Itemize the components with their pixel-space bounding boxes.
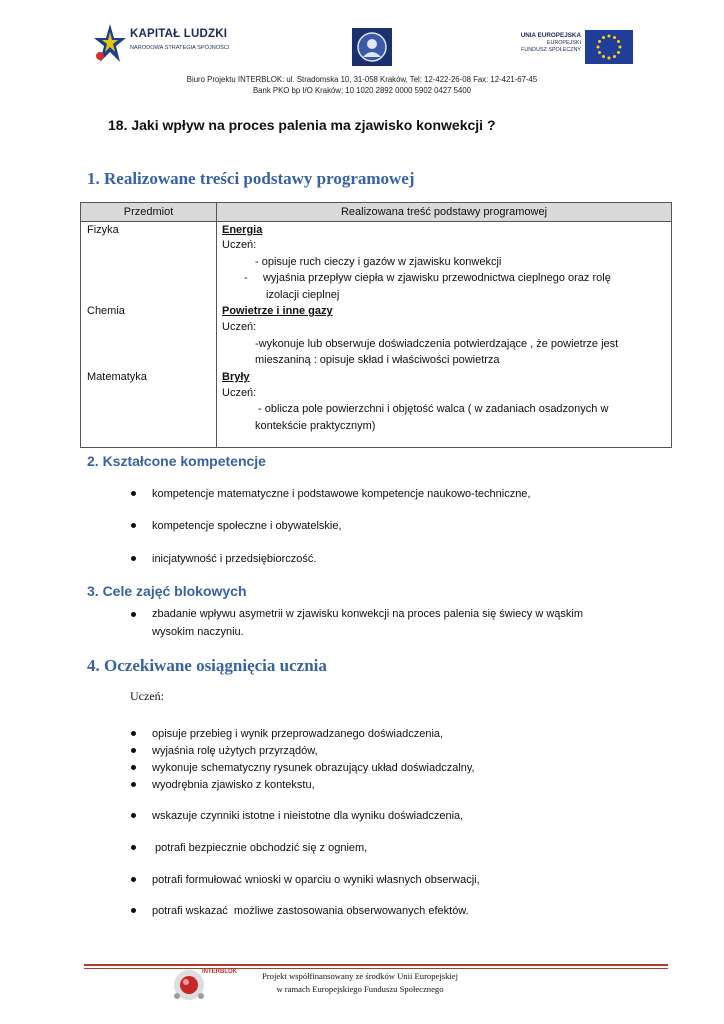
seal-logo <box>350 28 394 66</box>
bullet-icon <box>131 556 136 561</box>
table-cell-line: - oblicza pole powierzchni i objętość walca ( w zadaniach osadzonych w <box>255 403 609 415</box>
eu-line-2: EUROPEJSKI <box>546 39 581 46</box>
table-cell-line: - wyjaśnia przepływ ciepła w zjawisku przewodnictwa cieplnego oraz rolę <box>244 272 611 284</box>
table-cell-line: mieszaniną : opisuje skład i właściwości powietrza <box>255 354 500 366</box>
list-item: potrafi bezpiecznie obchodzić się z ogniem, <box>152 842 368 854</box>
list-item-continuation: wysokim naczyniu. <box>152 626 244 638</box>
footer-line-1: Projekt współfinansowany ze środków Unii Europejskiej <box>262 971 458 981</box>
footer-text <box>262 970 458 996</box>
bullet-icon <box>131 748 136 753</box>
list-item: potrafi formułować wnioski w oparciu o wyniki własnych obserwacji, <box>152 874 480 886</box>
list-item: zbadanie wpływu asymetrii w zjawisku konwekcji na proces palenia się świecy w wąskim <box>152 608 583 620</box>
bullet-icon <box>131 845 136 850</box>
list-item: kompetencje matematyczne i podstawowe kompetencje naukowo-techniczne, <box>152 488 531 500</box>
eu-text <box>521 32 581 55</box>
list-item: potrafi wskazać możliwe zastosowania obserwowanych efektów. <box>152 905 469 917</box>
section-3-heading: 3. Cele zajęć blokowych <box>87 583 247 599</box>
table-cell-line: kontekście praktycznym) <box>255 420 376 432</box>
kapital-ludzki-star-icon <box>92 22 128 68</box>
eu-logo <box>498 30 633 66</box>
footer-divider <box>84 964 668 966</box>
kapital-ludzki-title: KAPITAŁ LUDZKI <box>130 28 228 40</box>
bullet-icon <box>131 908 136 913</box>
bullet-icon <box>131 877 136 882</box>
interblok-logo <box>172 968 242 1002</box>
bullet-icon <box>131 491 136 496</box>
list-item: inicjatywność i przedsiębiorczość. <box>152 553 317 565</box>
table-cell-topic: Powietrze i inne gazy <box>222 305 333 317</box>
footer-line-2: w ramach Europejskiego Funduszu Społecznego <box>276 984 444 994</box>
bullet-icon <box>131 523 136 528</box>
table-header-subject: Przedmiot <box>123 206 174 218</box>
list-item: kompetencje społeczne i obywatelskie, <box>152 520 342 532</box>
bullet-icon <box>131 813 136 818</box>
question-title: 18. Jaki wpływ na proces palenia ma zjawisko konwekcji ? <box>108 117 496 133</box>
address-line-1: Biuro Projektu INTERBLOK: ul. Stradomska 10, 31-058 Kraków, Tel: 12-422-26-08 Fax: 12-421-67-45 <box>186 75 538 84</box>
bullet-icon <box>131 782 136 787</box>
list-item: opisuje przebieg i wynik przeprowadzanego doświadczenia, <box>152 728 444 740</box>
section-2-heading: 2. Kształcone kompetencje <box>87 453 266 469</box>
section-1-heading: 1. Realizowane treści podstawy programowej <box>87 169 415 188</box>
table-cell-subject: Matematyka <box>87 371 147 383</box>
eu-line-1: UNIA EUROPEJSKA <box>520 32 581 39</box>
table-column-divider <box>216 203 217 447</box>
curriculum-table <box>80 202 672 448</box>
list-item: wykonuje schematyczny rysunek obrazujący układ doświadczalny, <box>152 762 475 774</box>
table-cell-topic: Bryły <box>222 371 250 383</box>
table-cell-subject: Fizyka <box>87 224 119 236</box>
table-cell-line: -wykonuje lub obserwuje doświadczenia potwierdzające , że powietrze jest <box>255 338 619 350</box>
table-cell-line: - opisuje ruch cieczy i gazów w zjawisku konwekcji <box>255 256 502 268</box>
list-item: wyodrębnia zjawisko z kontekstu, <box>152 779 315 791</box>
eu-line-3: FUNDUSZ SPOŁECZNY <box>521 47 581 54</box>
eu-flag-icon <box>585 30 633 64</box>
list-item: wskazuje czynniki istotne i nieistotne dla wyniku doświadczenia, <box>152 810 464 822</box>
table-cell-lead: Uczeń: <box>222 387 257 399</box>
list-item: wyjaśnia rolę użytych przyrządów, <box>152 745 318 757</box>
table-cell-topic: Energia <box>222 224 263 236</box>
table-header-row <box>81 203 671 222</box>
kapital-ludzki-subtitle: NARODOWA STRATEGIA SPÓJNOŚCI <box>130 45 230 51</box>
section-4-heading: 4. Oczekiwane osiągnięcia ucznia <box>87 656 327 675</box>
interblok-label: INTERBLOK <box>202 969 237 975</box>
address-line-2: Bank PKO bp I/O Kraków; 10 1020 2892 0000 5902 0427 5400 <box>252 86 472 95</box>
table-cell-lead: Uczeń: <box>222 239 257 251</box>
bullet-icon <box>131 765 136 770</box>
kapital-ludzki-logo <box>92 22 242 68</box>
table-cell-lead: Uczeń: <box>222 321 257 333</box>
section-4-lead: Uczeń: <box>130 689 164 703</box>
bullet-icon <box>131 612 136 617</box>
table-header-content: Realizowana treść podstawy programowej <box>340 206 548 218</box>
table-cell-subject: Chemia <box>87 305 125 317</box>
portrait-seal-icon <box>350 28 394 66</box>
bullet-icon <box>131 731 136 736</box>
table-cell-line: izolacji cieplnej <box>266 289 340 301</box>
interblok-sphere-icon <box>172 968 206 1002</box>
